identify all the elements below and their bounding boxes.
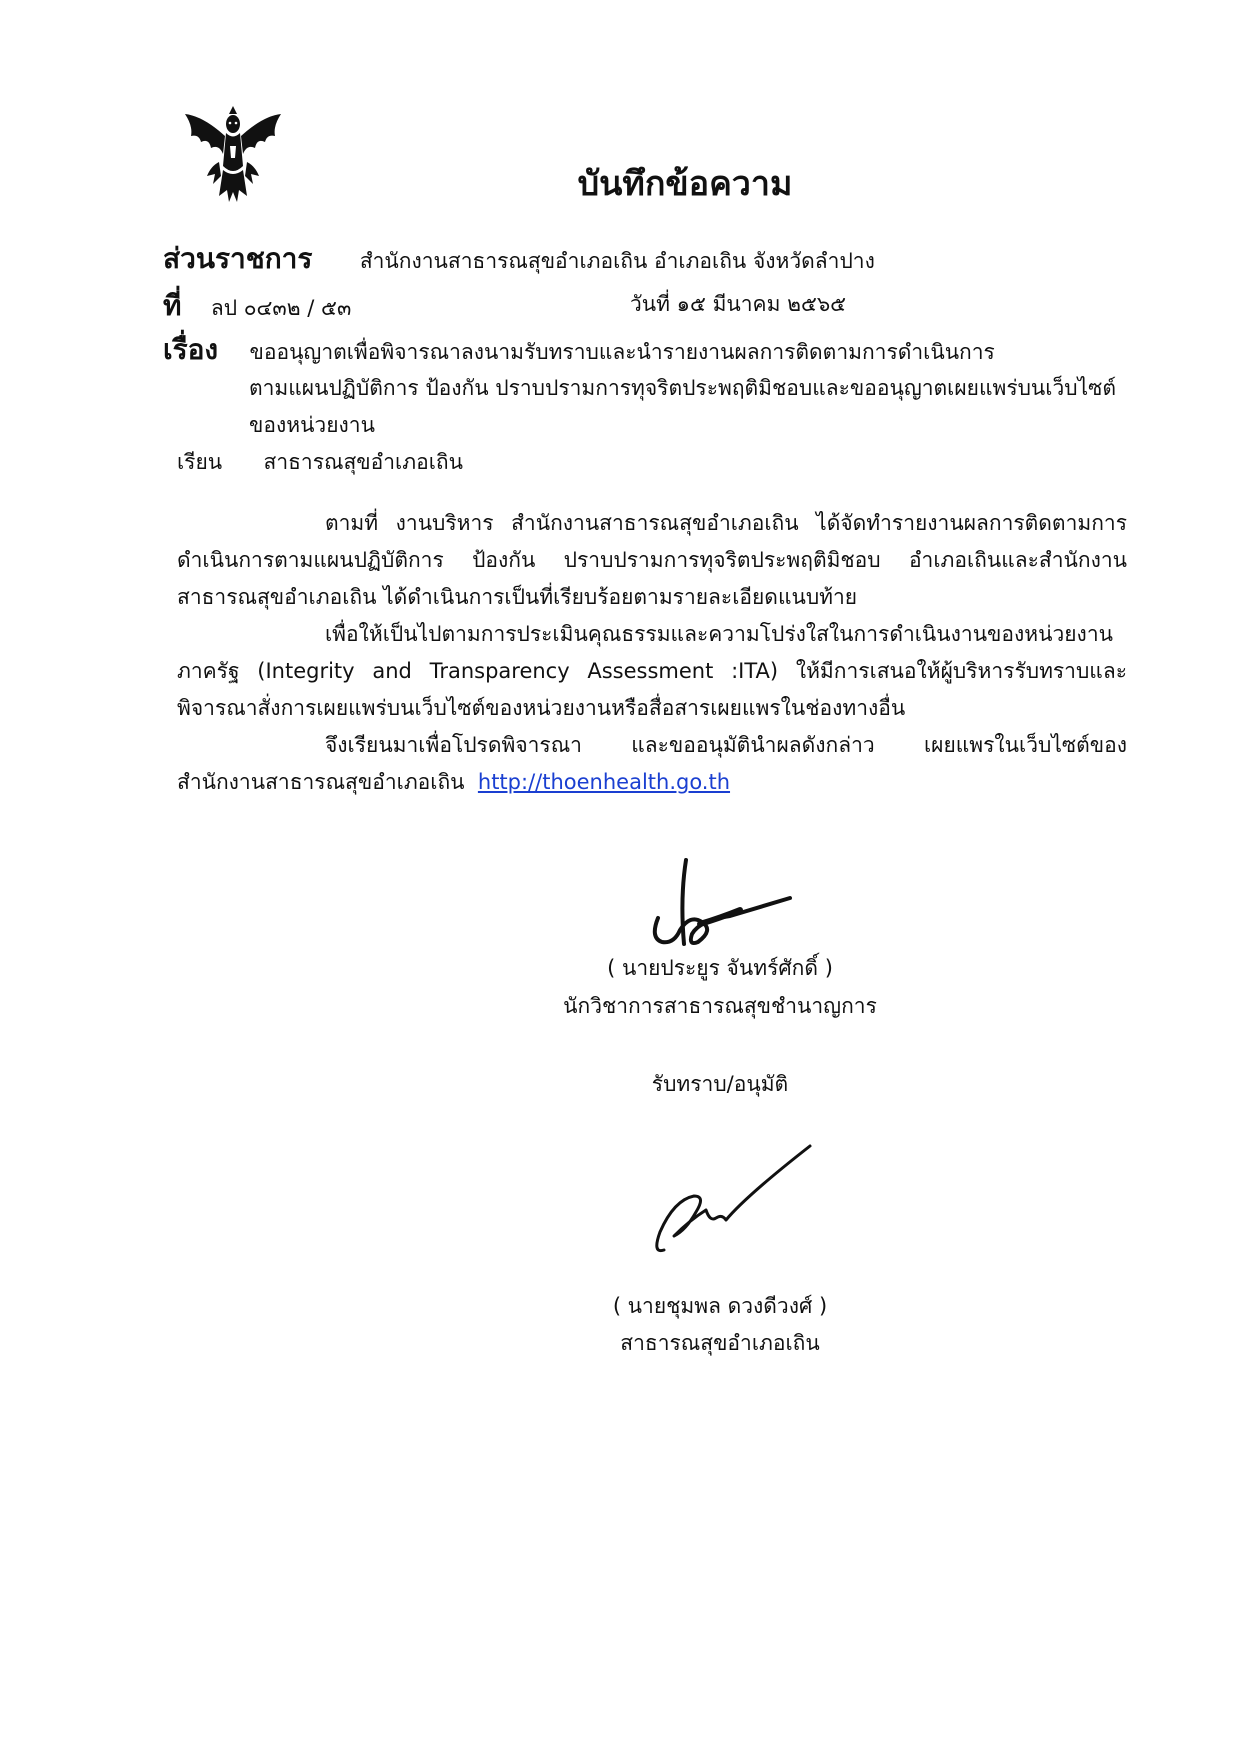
signature-1-icon [640, 858, 800, 948]
reference-number: ลป ๐๔๓๒ / ๕๓ [210, 296, 352, 320]
memo-title: บันทึกข้อความ [577, 164, 793, 204]
subject-line-3: ของหน่วยงาน [249, 413, 375, 437]
signer-2-name: ( นายชุมพล ดวงดีวงศ์ ) [612, 1294, 828, 1318]
recipient-label: เรียน [177, 450, 223, 474]
body-paragraph-3-text: จึงเรียนมาเพื่อโปรดพิจารณา และขออนุมัตินำผลดังกล่าว เผยแพรในเว็บไซต์ของสำนักงานสาธารณสุขอำเภอเถิน [177, 733, 1127, 794]
body-paragraph-3 [177, 727, 1127, 801]
approval-text: รับทราบ/อนุมัติ [651, 1072, 789, 1096]
signer-1-name: ( นายประยูร จันทร์ศักดิ์ ) [607, 956, 833, 980]
department-value: สำนักงานสาธารณสุขอำเภอเถิน อำเภอเถิน จังหวัดลำปาง [359, 249, 875, 273]
body-paragraph-2: เพื่อให้เป็นไปตามการประเมินคุณธรรมและความโปร่งใสในการดำเนินงานของหน่วยงานภาครัฐ (Integrity and Transparency Assessment :ITA) ให้มีการเสนอให้ผู้บริหารรับทราบและพิจารณาสั่งการเผยแพร่บนเว็บไซต์ของหน่วยงานหรือสื่อสารเผยแพรในช่องทางอื่น [177, 622, 1127, 720]
reference-label: ที่ [163, 289, 182, 322]
recipient-row [177, 446, 463, 479]
signature-2-icon [650, 1140, 820, 1260]
reference-row [163, 284, 351, 328]
signer-2-position: สาธารณสุขอำเภอเถิน [620, 1331, 820, 1355]
subject-line-1: ขออนุญาตเพื่อพิจารณาลงนามรับทราบและนำรายงานผลการติดตามการดำเนินการ [249, 340, 995, 364]
subject-row [163, 328, 995, 372]
department-row [163, 237, 875, 281]
memo-date: วันที่ ๑๕ มีนาคม ๒๕๖๕ [630, 292, 847, 316]
recipient-value: สาธารณสุขอำเภอเถิน [263, 450, 463, 474]
body-paragraph-1: ตามที่ งานบริหาร สำนักงานสาธารณสุขอำเภอเถิน ได้จัดทำรายงานผลการติดตามการดำเนินการตามแผนปฏิบัติการ ป้องกัน ปราบปรามการทุจริตประพฤติมิชอบ อำเภอเถินและสำนักงานสาธารณสุขอำเภอเถิน ได้ดำเนินการเป็นที่เรียบร้อยตามรายละเอียดแนบท้าย [177, 511, 1127, 609]
department-label: ส่วนราชการ [163, 242, 313, 275]
signer-1-position: นักวิชาการสาธารณสุขชำนาญการ [563, 994, 877, 1018]
website-link[interactable]: http://thoenhealth.go.th [477, 770, 731, 794]
subject-line-2: ตามแผนปฏิบัติการ ป้องกัน ปราบปรามการทุจริตประพฤติมิชอบและขออนุญาตเผยแพร่บนเว็บไซต์ [249, 376, 1117, 400]
subject-label: เรื่อง [163, 333, 219, 366]
memo-body [177, 505, 1127, 801]
